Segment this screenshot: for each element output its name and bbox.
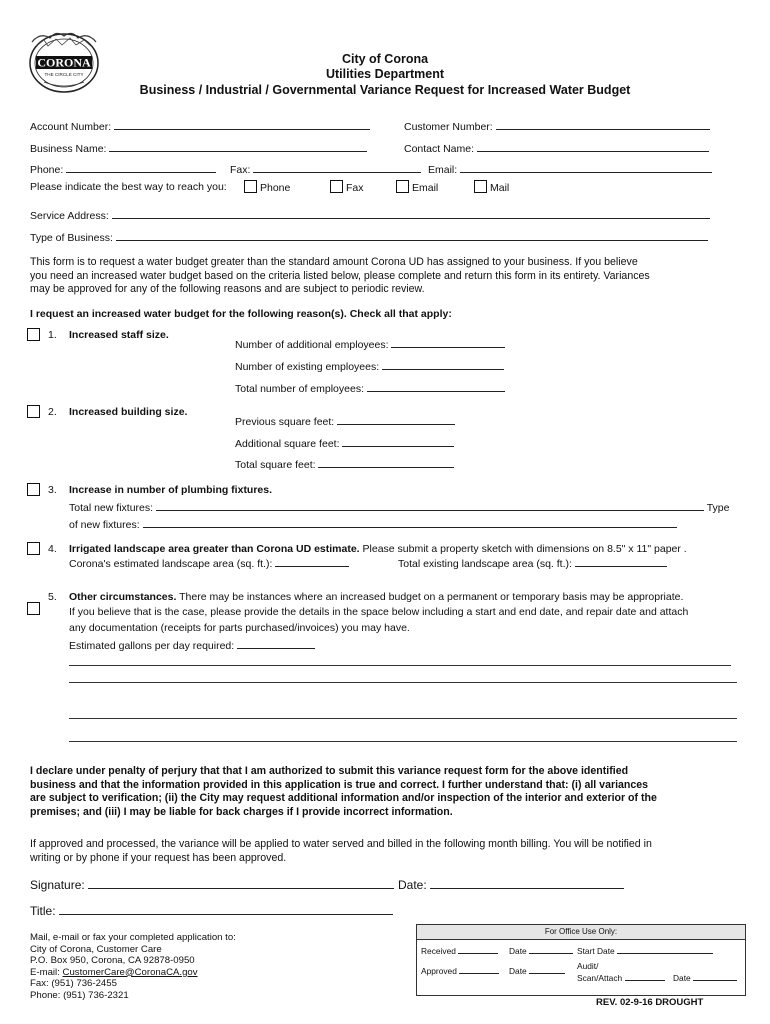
service-address-label: Service Address: — [30, 210, 109, 222]
approved-field[interactable] — [459, 965, 499, 974]
office-date3-row — [673, 972, 737, 983]
additional-employees-field[interactable] — [391, 337, 505, 348]
existing-landscape-label: Total existing landscape area (sq. ft.): — [398, 558, 572, 570]
title-row — [30, 903, 393, 918]
account-number-row — [30, 119, 370, 134]
date-field[interactable] — [430, 877, 624, 889]
phone-label: Phone: — [30, 164, 64, 176]
total-sqft-row — [235, 457, 454, 472]
office-audit-block — [577, 962, 665, 983]
service-address-row — [30, 208, 710, 223]
type-of-business-label: Type of Business: — [30, 232, 113, 244]
email-field[interactable] — [460, 162, 712, 173]
type-label: Type — [706, 502, 730, 514]
type-new-fixtures-row — [69, 517, 677, 532]
corona-landscape-field[interactable] — [275, 556, 349, 567]
start-date-label: Start Date — [577, 946, 615, 956]
existing-landscape-row — [398, 556, 667, 571]
office-date1-row — [509, 945, 573, 956]
additional-sqft-field[interactable] — [342, 436, 454, 447]
email-row — [428, 162, 712, 177]
mail-line: P.O. Box 950, Corona, CA 92878-0950 — [30, 955, 195, 967]
type-of-business-field[interactable] — [116, 230, 708, 241]
previous-sqft-field[interactable] — [337, 414, 455, 425]
intro-line: may be approved for any of the following reasons and are subject to periodic review. — [30, 283, 425, 296]
scan-attach-label: Scan/Attach — [577, 972, 623, 983]
type-of-business-row — [30, 230, 708, 245]
office-scan-row — [577, 972, 665, 984]
email-checkbox[interactable] — [396, 180, 409, 193]
reach-option-label: Email — [412, 182, 439, 194]
mail-fax: Fax: (951) 736-2455 — [30, 978, 117, 990]
customer-number-label: Customer Number: — [404, 121, 493, 133]
reach-option-mail[interactable] — [472, 180, 509, 195]
reason-5-intro: There may be instances where an increased budget on a permanent or temporary basis may be appropriate. — [179, 591, 684, 603]
service-address-field[interactable] — [112, 208, 710, 219]
date-row — [398, 877, 624, 892]
request-heading: I request an increased water budget for the following reason(s). Check all that apply: — [30, 308, 452, 320]
reason-2-title: Increased building size. — [69, 406, 188, 418]
date-label: Date — [509, 946, 527, 956]
account-number-field[interactable] — [114, 119, 370, 130]
date-label: Date: — [398, 878, 427, 892]
contact-name-row — [404, 141, 709, 156]
additional-sqft-row — [235, 436, 454, 451]
declaration-line: are subject to verification; (ii) the City may request additional information and/or inspection of the interior and exterior of the — [30, 792, 657, 805]
office-use-header — [417, 925, 745, 940]
reason-4-instructions: Please submit a property sketch with dimensions on 8.5" x 11" paper . — [362, 543, 687, 555]
scan-attach-field[interactable] — [625, 972, 665, 981]
signature-field[interactable] — [88, 877, 394, 889]
office-use-box — [416, 924, 746, 996]
reason-5-line: any documentation (receipts for parts purchased/invoices) you may have. — [69, 622, 410, 634]
reason-4-title-row — [69, 543, 687, 556]
existing-employees-label: Number of existing employees: — [235, 361, 380, 373]
header-form-title: Business / Industrial / Governmental Variance Request for Increased Water Budget — [139, 83, 631, 97]
office-date2-row — [509, 965, 565, 976]
intro-text — [30, 256, 650, 297]
office-start-row — [577, 945, 713, 956]
reason-4-number: 4. — [48, 543, 57, 555]
customer-care-email-link[interactable]: CustomerCare@CoronaCA.gov — [62, 966, 198, 978]
date-label: Date — [673, 973, 691, 983]
corona-landscape-label: Corona's estimated landscape area (sq. ft.): — [69, 558, 273, 570]
estimated-gallons-field[interactable] — [237, 638, 315, 649]
mail-line: Mail, e-mail or fax your completed application to: — [30, 932, 236, 943]
mail-line: City of Corona, Customer Care — [30, 943, 162, 955]
reason-5-number: 5. — [48, 591, 57, 603]
reason-5-line: If you believe that is the case, please provide the details in the space below including a start and end date, and repair date and attach — [69, 606, 689, 618]
additional-sqft-label: Additional square feet: — [235, 438, 340, 450]
reason-2-number: 2. — [48, 406, 57, 418]
fax-row — [230, 162, 421, 177]
reason-1-number: 1. — [48, 329, 57, 341]
reason-5-title: Other circumstances. — [69, 591, 177, 603]
intro-line: you need an increased water budget based on the criteria listed below, please complete and return this form in its entirety. Variances — [30, 269, 650, 282]
declaration-line: business and that the information provided in this application is true and correct. I further understand that: (i) all variances — [30, 778, 649, 791]
details-line[interactable] — [69, 718, 737, 719]
office-received-row — [421, 945, 498, 956]
total-employees-row — [235, 381, 505, 396]
approval-text — [30, 838, 652, 865]
reach-option-fax[interactable] — [328, 180, 364, 195]
reason-5-checkbox[interactable] — [27, 602, 40, 615]
email-label: Email: — [428, 164, 458, 176]
details-line[interactable] — [69, 665, 731, 666]
mail-email-row — [30, 967, 236, 979]
mail-info — [30, 932, 236, 1002]
business-name-field[interactable] — [109, 141, 367, 152]
details-line[interactable] — [69, 741, 737, 742]
reason-2-checkbox[interactable] — [27, 405, 40, 418]
reason-1-title: Increased staff size. — [69, 329, 169, 341]
existing-employees-row — [235, 359, 504, 374]
date-field[interactable] — [693, 972, 737, 981]
reach-option-label: Mail — [490, 182, 510, 194]
existing-employees-field[interactable] — [382, 359, 504, 370]
received-label: Received — [421, 946, 456, 956]
reach-option-email[interactable] — [394, 180, 438, 195]
phone-row — [30, 162, 216, 177]
office-approved-row — [421, 965, 499, 976]
reason-5-title-row — [69, 591, 683, 604]
reach-row — [30, 181, 227, 194]
reason-4-checkbox[interactable] — [27, 542, 40, 555]
received-field[interactable] — [458, 945, 498, 954]
details-line[interactable] — [69, 682, 737, 683]
reason-4-title: Irrigated landscape area greater than Corona UD estimate. — [69, 543, 360, 555]
title-label: Title: — [30, 904, 56, 918]
total-new-fixtures-row — [69, 500, 729, 515]
previous-sqft-row — [235, 414, 455, 429]
intro-line: This form is to request a water budget greater than the standard amount Corona UD has assigned to your business. If you believe — [30, 256, 638, 268]
total-new-fixtures-field[interactable] — [156, 500, 704, 511]
title-field[interactable] — [59, 903, 393, 915]
previous-sqft-label: Previous square feet: — [235, 416, 335, 428]
business-name-label: Business Name: — [30, 143, 107, 155]
business-name-row — [30, 141, 367, 156]
reason-3-checkbox[interactable] — [27, 483, 40, 496]
phone-checkbox[interactable] — [244, 180, 257, 193]
fax-checkbox[interactable] — [330, 180, 343, 193]
logo-text: CORONA — [37, 55, 91, 70]
reach-option-phone[interactable] — [244, 180, 290, 195]
type-new-fixtures-label: of new fixtures: — [69, 519, 140, 531]
date-label: Date — [509, 966, 527, 976]
approved-label: Approved — [421, 966, 457, 976]
declaration-text — [30, 765, 657, 819]
signature-label: Signature: — [30, 878, 85, 892]
customer-number-row — [404, 119, 710, 134]
approval-line: writing or by phone if your request has been approved. — [30, 851, 287, 864]
approval-line: If approved and processed, the variance will be applied to water served and billed in the following month billing. You will be notified in — [30, 838, 652, 850]
reason-1-checkbox[interactable] — [27, 328, 40, 341]
header-city: City of Corona — [341, 52, 429, 66]
email-prefix: E-mail: — [30, 966, 63, 978]
estimated-gallons-row — [69, 638, 315, 653]
corona-landscape-row — [69, 556, 349, 571]
start-date-field[interactable] — [617, 945, 713, 954]
declaration-line: premises; and (iii) I may be liable for back charges if I provide incorrect information. — [30, 805, 453, 818]
existing-landscape-field[interactable] — [575, 556, 667, 567]
fax-field[interactable] — [253, 162, 421, 173]
estimated-gallons-label: Estimated gallons per day required: — [69, 640, 235, 652]
logo-sub: THE CIRCLE CITY — [44, 72, 84, 77]
reach-option-label: Fax — [346, 182, 364, 194]
office-use-heading: For Office Use Only: — [544, 927, 618, 936]
signature-row — [30, 877, 394, 892]
date-field[interactable] — [529, 965, 565, 974]
header-department: Utilities Department — [325, 67, 445, 81]
total-employees-field[interactable] — [367, 381, 505, 392]
contact-name-field[interactable] — [477, 141, 709, 152]
reason-3-title: Increase in number of plumbing fixtures. — [69, 484, 273, 496]
account-number-label: Account Number: — [30, 121, 112, 133]
reason-3-number: 3. — [48, 484, 57, 496]
date-field[interactable] — [529, 945, 573, 954]
audit-label: Audit/ — [577, 961, 599, 971]
phone-field[interactable] — [66, 162, 216, 173]
total-sqft-label: Total square feet: — [235, 459, 316, 471]
total-new-fixtures-label: Total new fixtures: — [69, 502, 154, 514]
total-employees-label: Total number of employees: — [235, 383, 364, 395]
mail-checkbox[interactable] — [474, 180, 487, 193]
mail-phone: Phone: (951) 736-2321 — [30, 989, 129, 1001]
fax-label: Fax: — [230, 164, 251, 176]
contact-name-label: Contact Name: — [404, 143, 475, 155]
declaration-line: I declare under penalty of perjury that that I am authorized to submit this variance request form for the above identified — [30, 765, 629, 777]
revision-label: REV. 02-9-16 DROUGHT — [596, 997, 704, 1008]
customer-number-field[interactable] — [496, 119, 710, 130]
reach-prompt: Please indicate the best way to reach you: — [30, 181, 227, 193]
additional-employees-label: Number of additional employees: — [235, 339, 389, 351]
additional-employees-row — [235, 337, 505, 352]
type-new-fixtures-field[interactable] — [143, 517, 677, 528]
total-sqft-field[interactable] — [318, 457, 454, 468]
reach-option-label: Phone — [260, 182, 291, 194]
